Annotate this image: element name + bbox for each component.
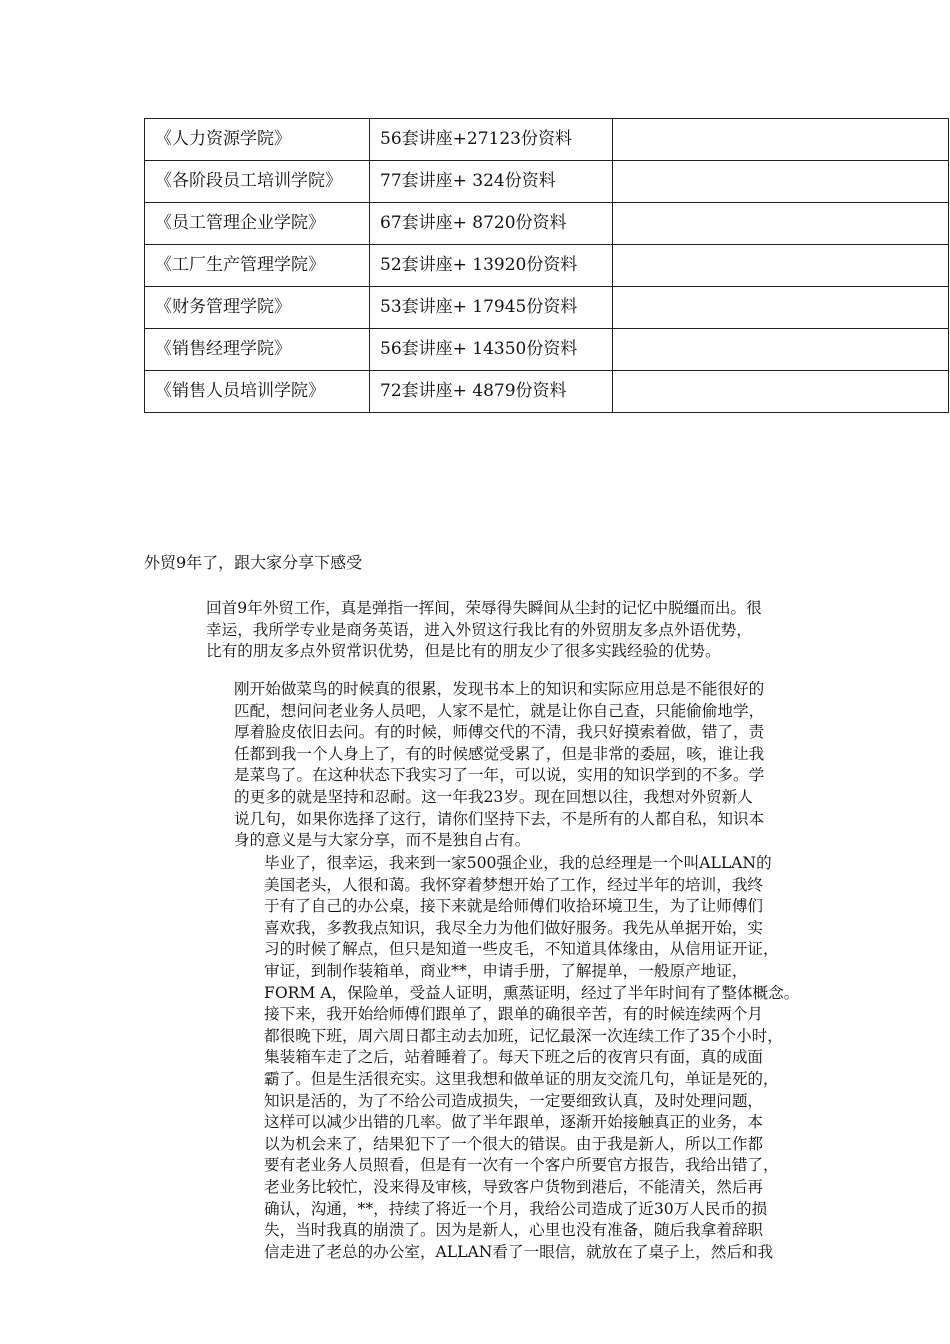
text-line: 都很晚下班，周六周日都主动去加班，记忆最深一次连续工作了35个小时，: [264, 1026, 783, 1045]
course-name-cell: 《财务管理学院》: [145, 287, 370, 329]
text-line: 集装箱车走了之后，站着睡着了。每天下班之后的夜宵只有面，真的成面: [264, 1048, 764, 1067]
empty-cell: [613, 161, 949, 203]
text-line: 美国老头，人很和蔼。我怀穿着梦想开始了工作，经过半年的培训，我终: [264, 875, 764, 894]
course-name-cell: 《各阶段员工培训学院》: [145, 161, 370, 203]
empty-cell: [613, 119, 949, 161]
course-content-cell: 77套讲座+ 324份资料: [370, 161, 613, 203]
course-name-cell: 《人力资源学院》: [145, 119, 370, 161]
text-line: 习的时候了解点，但只是知道一些皮毛，不知道具体缘由，从信用证开证，: [264, 940, 779, 959]
text-line: 比有的朋友多点外贸常识优势，但是比有的朋友少了很多实践经验的优势。: [206, 642, 721, 661]
text-line: 老业务比较忙，没来得及审核，导致客户货物到港后，不能清关，然后再: [264, 1177, 764, 1196]
text-line: 审证，到制作装箱单，商业**，申请手册，了解提单，一般原产地证，: [264, 961, 748, 980]
course-name-cell: 《销售人员培训学院》: [145, 371, 370, 413]
table-row: [145, 119, 949, 161]
text-line: 失，当时我真的崩溃了。因为是新人，心里也没有准备，随后我拿着辞职: [264, 1221, 764, 1240]
text-line: 的更多的就是坚持和忍耐。这一年我23岁。现在回想以往，我想对外贸新人: [234, 787, 753, 806]
course-catalog-table: [144, 118, 949, 413]
text-line: 匹配，想问问老业务人员吧，人家不是忙，就是让你自己查，只能偷偷地学，: [234, 701, 765, 720]
text-line: 以为机会来了，结果犯下了一个很大的错误。由于我是新人，所以工作都: [264, 1134, 764, 1153]
table-row: [145, 371, 949, 413]
text-line: 任都到我一个人身上了，有的时候感觉受累了，但是非常的委屈，咳，谁让我: [234, 744, 765, 763]
course-name-cell: 《工厂生产管理学院》: [145, 245, 370, 287]
table-row: [145, 161, 949, 203]
empty-cell: [613, 287, 949, 329]
text-line: FORM A，保险单，受益人证明，熏蒸证明，经过了半年时间有了整体概念。: [264, 983, 800, 1002]
text-line: 知识是活的，为了不给公司造成损失，一定要细致认真，及时处理问题，: [264, 1091, 764, 1110]
text-line: 信走进了老总的办公室，ALLAN看了一眼信，就放在了桌子上，然后和我: [264, 1242, 774, 1261]
course-content-cell: 72套讲座+ 4879份资料: [370, 371, 613, 413]
text-line: 霸了。但是生活很充实。这里我想和做单证的朋友交流几句，单证是死的，: [264, 1069, 779, 1088]
course-content-cell: 56套讲座+ 14350份资料: [370, 329, 613, 371]
text-line: 接下来，我开始给师傅们跟单了，跟单的确很辛苦，有的时候连续两个月: [264, 1005, 764, 1024]
course-name-cell: 《员工管理企业学院》: [145, 203, 370, 245]
text-line: 刚开始做菜鸟的时候真的很累，发现书本上的知识和实际应用总是不能很好的: [234, 680, 765, 698]
text-line: 确认，沟通，**，持续了将近一个月，我给公司造成了近30万人民币的损: [264, 1199, 768, 1218]
empty-cell: [613, 371, 949, 413]
empty-cell: [613, 245, 949, 287]
text-line: 幸运，我所学专业是商务英语，进入外贸这行我比有的外贸朋友多点外语优势，: [206, 620, 752, 639]
text-line: 于有了自己的办公桌，接下来就是给师傅们收拾环境卫生，为了让师傅们: [264, 897, 764, 916]
table-row: [145, 203, 949, 245]
text-line: 这样可以减少出错的几率。做了半年跟单，逐渐开始接触真正的业务，本: [264, 1113, 764, 1132]
text-line: 要有老业务人员照看，但是有一次有一个客户所要官方报告，我给出错了，: [264, 1156, 779, 1175]
text-line: 喜欢我，多教我点知识，我尽全力为他们做好服务。我先从单据开始，实: [264, 918, 764, 937]
course-content-cell: 67套讲座+ 8720份资料: [370, 203, 613, 245]
paragraph-3: [264, 853, 806, 1263]
course-content-cell: 53套讲座+ 17945份资料: [370, 287, 613, 329]
text-line: 说几句，如果你选择了这行，请你们坚持下去，不是所有的人都自私，知识本: [234, 809, 765, 828]
table-row: [145, 245, 949, 287]
article-title: 外贸9年了，跟大家分享下感受: [144, 553, 363, 572]
table-row: [145, 287, 949, 329]
paragraph-1: [206, 598, 806, 663]
table-row: [145, 329, 949, 371]
text-line: 身的意义是与大家分享，而不是独自占有。: [234, 831, 531, 850]
paragraph-2: [234, 679, 806, 852]
empty-cell: [613, 329, 949, 371]
text-line: 是菜鸟了。在这种状态下我实习了一年，可以说，实用的知识学到的不多。学: [234, 766, 765, 785]
text-line: 厚着脸皮依旧去问。有的时候，师傅交代的不清，我只好摸索着做，错了，责: [234, 723, 765, 742]
text-line: 回首9年外贸工作，真是弹指一挥间，荣辱得失瞬间从尘封的记忆中脱缰而出。很: [206, 599, 762, 617]
text-line: 毕业了，很幸运，我来到一家500强企业，我的总经理是一个叫ALLAN的: [264, 854, 772, 872]
empty-cell: [613, 203, 949, 245]
course-name-cell: 《销售经理学院》: [145, 329, 370, 371]
course-content-cell: 52套讲座+ 13920份资料: [370, 245, 613, 287]
course-content-cell: 56套讲座+27123份资料: [370, 119, 613, 161]
